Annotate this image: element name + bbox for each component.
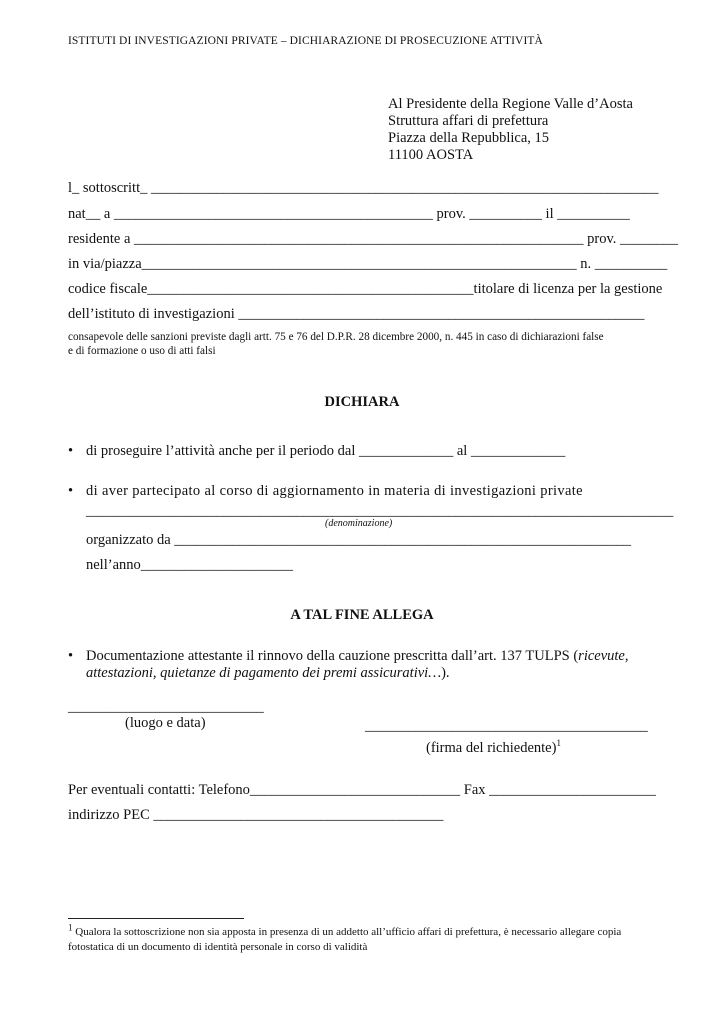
attachment-text-2 <box>86 665 450 682</box>
year-field[interactable]: nell’anno_____________________ <box>86 557 294 573</box>
course-name-field[interactable]: _________________________________________________________________________________ <box>86 503 674 519</box>
signature-label <box>426 740 561 757</box>
bullet-icon: • <box>68 648 74 664</box>
declaration-title: DICHIARA <box>324 394 400 410</box>
attachment-text-1 <box>86 648 629 665</box>
footnote-ref: 1 <box>556 738 561 749</box>
recipient-line-4: 11100 AOSTA <box>388 147 474 163</box>
place-date-field[interactable]: ___________________________ <box>68 699 264 715</box>
phone-fax-field[interactable]: Per eventuali contatti: Telefono_____________________________ Fax _______________________ <box>68 782 656 798</box>
residence-field[interactable]: residente a ______________________________________________________________ prov. ________ <box>68 231 679 247</box>
denomination-label: (denominazione) <box>325 518 393 529</box>
fiscal-code-field[interactable]: codice fiscale_____________________________________________titolare di licenza per la gestione <box>68 281 663 297</box>
course-text: di aver partecipato al corso di aggiornamento in materia di investigazioni private <box>86 483 583 499</box>
institute-field[interactable]: dell’istituto di investigazioni ________________________________________________________ <box>68 306 645 322</box>
footnote-line-1 <box>68 922 622 938</box>
attachment-text-1b: ricevute, <box>578 648 629 664</box>
signature-label-text: (firma del richiedente) <box>426 740 557 756</box>
footnote-number: 1 <box>68 922 73 933</box>
pec-field[interactable]: indirizzo PEC ________________________________________ <box>68 807 444 823</box>
footnote-text-2: fotostatica di un documento di identità personale in corso di validità <box>68 941 368 953</box>
bullet-icon: • <box>68 443 74 459</box>
attachment-text-2a: attestazioni, quietanze di pagamento dei premi assicurativi… <box>86 665 442 681</box>
footnote-divider <box>68 918 244 919</box>
awareness-text-2: e di formazione o uso di atti falsi <box>68 345 216 357</box>
signature-field[interactable]: _______________________________________ <box>365 718 648 734</box>
recipient-line-2: Struttura affari di prefettura <box>388 113 549 129</box>
attachments-title: A TAL FINE ALLEGA <box>290 607 434 623</box>
footnote-text-1: Qualora la sottoscrizione non sia apposta in presenza di un addetto all’ufficio affari di prefettura, è necessario allegare copia <box>75 926 622 938</box>
attachment-text-1a: Documentazione attestante il rinnovo della cauzione prescritta dall’art. 137 TULPS ( <box>86 648 579 664</box>
period-field[interactable]: di proseguire l’attività anche per il periodo dal _____________ al _____________ <box>86 443 566 459</box>
organizer-field[interactable]: organizzato da _______________________________________________________________ <box>86 532 632 548</box>
recipient-line-3: Piazza della Repubblica, 15 <box>388 130 550 146</box>
signer-field[interactable]: l_ sottoscritt_ ______________________________________________________________________ <box>68 180 659 196</box>
place-date-label: (luogo e data) <box>125 715 206 731</box>
birth-field[interactable]: nat__ a ____________________________________________ prov. __________ il __________ <box>68 206 630 222</box>
bullet-icon: • <box>68 483 74 499</box>
recipient-line-1: Al Presidente della Regione Valle d’Aosta <box>388 96 633 112</box>
awareness-text-1: consapevole delle sanzioni previste dagli artt. 75 e 76 del D.P.R. 28 dicembre 2000, n. 445 in caso di dichiarazioni false <box>68 331 604 343</box>
attachment-text-2b: ). <box>441 665 450 681</box>
page-header: ISTITUTI DI INVESTIGAZIONI PRIVATE – DICHIARAZIONE DI PROSECUZIONE ATTIVITÀ <box>68 35 543 47</box>
street-field[interactable]: in via/piazza____________________________________________________________ n. __________ <box>68 256 668 272</box>
